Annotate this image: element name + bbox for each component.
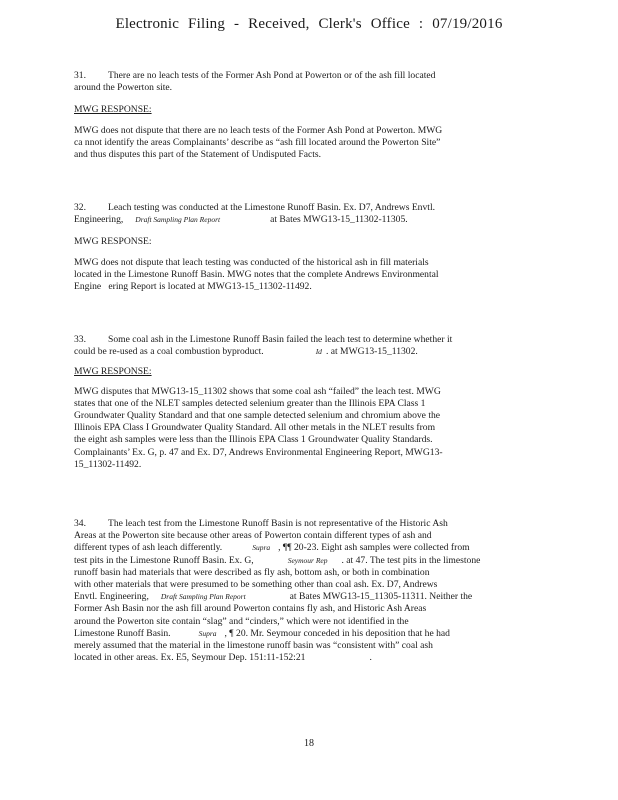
response-label: MWG RESPONSE: bbox=[74, 104, 152, 116]
citation-italic: Draft Sampling Plan Report bbox=[135, 215, 221, 225]
text-line: MWG does not dispute that leach testing was conducted of the historical ash in fill materials bbox=[74, 256, 429, 268]
paragraph-number: 31. bbox=[74, 70, 86, 81]
page-number: 18 bbox=[304, 738, 314, 749]
paragraph-34 bbox=[74, 518, 494, 664]
text-line: Areas at the Powerton site because other areas of Powerton contain different types of ash and bbox=[74, 530, 432, 542]
text-line: MWG does not dispute that there are no leach tests of the Former Ash Pond at Powerton. MWG bbox=[74, 124, 443, 136]
text-line bbox=[74, 652, 494, 664]
citation-italic: Draft Sampling Plan Report bbox=[160, 592, 246, 602]
text-line bbox=[74, 555, 494, 567]
paragraph-number: 34. bbox=[74, 518, 86, 529]
text-line: around the Powerton site. bbox=[74, 82, 173, 94]
text-line: and thus disputes this part of the Statement of Undisputed Facts. bbox=[74, 149, 322, 161]
text-line: located in the Limestone Runoff Basin. MWG notes that the complete Andrews Environmental bbox=[74, 268, 439, 280]
text-line bbox=[74, 628, 494, 640]
line-text: , ¶¶ 20-23. Eight ash samples were collected from bbox=[278, 542, 470, 554]
text-line: runoff basin had materials that were described as fly ash, bottom ash, or both in combination bbox=[74, 566, 430, 578]
line-text: . at 47. The test pits in the limestone bbox=[341, 554, 481, 566]
line-text: Limestone Runoff Basin. bbox=[74, 627, 171, 639]
line-text: different types of ash leach differently. bbox=[74, 542, 223, 554]
text-line: Former Ash Basin nor the ash fill around Powerton contains fly ash, and Historic Ash Areas bbox=[74, 603, 427, 615]
text-line: 15_11302-11492. bbox=[74, 458, 142, 470]
paragraph-number: 33. bbox=[74, 334, 86, 345]
line-text: . at MWG13-15_11302. bbox=[325, 346, 418, 358]
line-text: could be re-used as a coal combustion byproduct. bbox=[74, 346, 264, 358]
text-line bbox=[74, 518, 494, 530]
citation-italic: Supra bbox=[198, 628, 217, 638]
page-header: Electronic Filing - Received, Clerk's Office : 07/19/2016 bbox=[115, 16, 503, 32]
line-text: Envtl. Engineering, bbox=[74, 591, 149, 603]
line-text: at Bates MWG13-15_11302-11305. bbox=[270, 214, 408, 226]
line-text: located in other areas. Ex. E5, Seymour Dep. 151:11-152:21 bbox=[74, 652, 306, 664]
response-label: MWG RESPONSE: bbox=[74, 236, 152, 248]
response-label: MWG RESPONSE: bbox=[74, 366, 152, 378]
line-text: at Bates MWG13-15_11305-11311. Neither the bbox=[289, 591, 473, 603]
text-line bbox=[74, 542, 494, 554]
text-line: Engine ering Report is located at MWG13-15_11302-11492. bbox=[74, 281, 312, 293]
line-text: There are no leach tests of the Former Ash Pond at Powerton or of the ash fill located bbox=[108, 70, 436, 81]
text-line: around the Powerton site contain “slag” and “cinders,” which were not identified in the bbox=[74, 615, 409, 627]
text-line: Groundwater Quality Standard and that one sample detected selenium and chromium above the bbox=[74, 410, 441, 422]
text-line bbox=[74, 214, 494, 226]
citation-italic: Seymour Rep bbox=[287, 555, 328, 565]
citation-italic: Supra bbox=[252, 543, 271, 553]
line-text: Some coal ash in the Limestone Runoff Basin failed the leach test to determine whether it bbox=[108, 334, 453, 345]
text-line: with other materials that were presumed to be something other than coal ash. Ex. D7, Andrews bbox=[74, 579, 438, 591]
text-line: merely assumed that the material in the limestone runoff basin was “consistent with” coal ash bbox=[74, 640, 433, 652]
text-line bbox=[74, 202, 494, 214]
text-line bbox=[74, 70, 494, 82]
line-text: The leach test from the Limestone Runoff Basin is not representative of the Historic Ash bbox=[108, 518, 448, 529]
text-line: MWG disputes that MWG13-15_11302 shows that some coal ash “failed” the leach test. MWG bbox=[74, 385, 441, 397]
text-line bbox=[74, 334, 494, 346]
text-line: Complainants’ Ex. G, p. 47 and Ex. D7, Andrews Environmental Engineering Report, MWG13- bbox=[74, 446, 443, 458]
response-heading bbox=[74, 366, 494, 378]
paragraph-33 bbox=[74, 334, 494, 471]
paragraph-32 bbox=[74, 202, 494, 293]
paragraph-number: 32. bbox=[74, 202, 86, 213]
response-heading bbox=[74, 104, 494, 116]
text-line: Illinois EPA Class I Groundwater Quality Standard. All other metals in the NLET results from bbox=[74, 422, 436, 434]
paragraph-31 bbox=[74, 70, 494, 161]
text-line bbox=[74, 591, 494, 603]
line-text: . bbox=[369, 652, 372, 664]
line-text: test pits in the Limestone Runoff Basin. Ex. G, bbox=[74, 554, 254, 566]
response-heading bbox=[74, 236, 494, 248]
citation-italic: Id bbox=[315, 347, 322, 357]
line-text: Engineering, bbox=[74, 214, 124, 226]
text-line: states that one of the NLET samples detected selenium greater than the Illinois EPA Class 1 bbox=[74, 397, 426, 409]
line-text: Leach testing was conducted at the Limestone Runoff Basin. Ex. D7, Andrews Envtl. bbox=[108, 202, 436, 213]
text-line: ca nnot identify the areas Complainants’ describe as “ash fill located around the Powerton Site” bbox=[74, 136, 441, 148]
text-line: the eight ash samples were less than the Illinois EPA Class 1 Groundwater Quality Standards. bbox=[74, 434, 433, 446]
text-line bbox=[74, 346, 494, 358]
line-text: , ¶ 20. Mr. Seymour conceded in his deposition that he had bbox=[224, 627, 450, 639]
